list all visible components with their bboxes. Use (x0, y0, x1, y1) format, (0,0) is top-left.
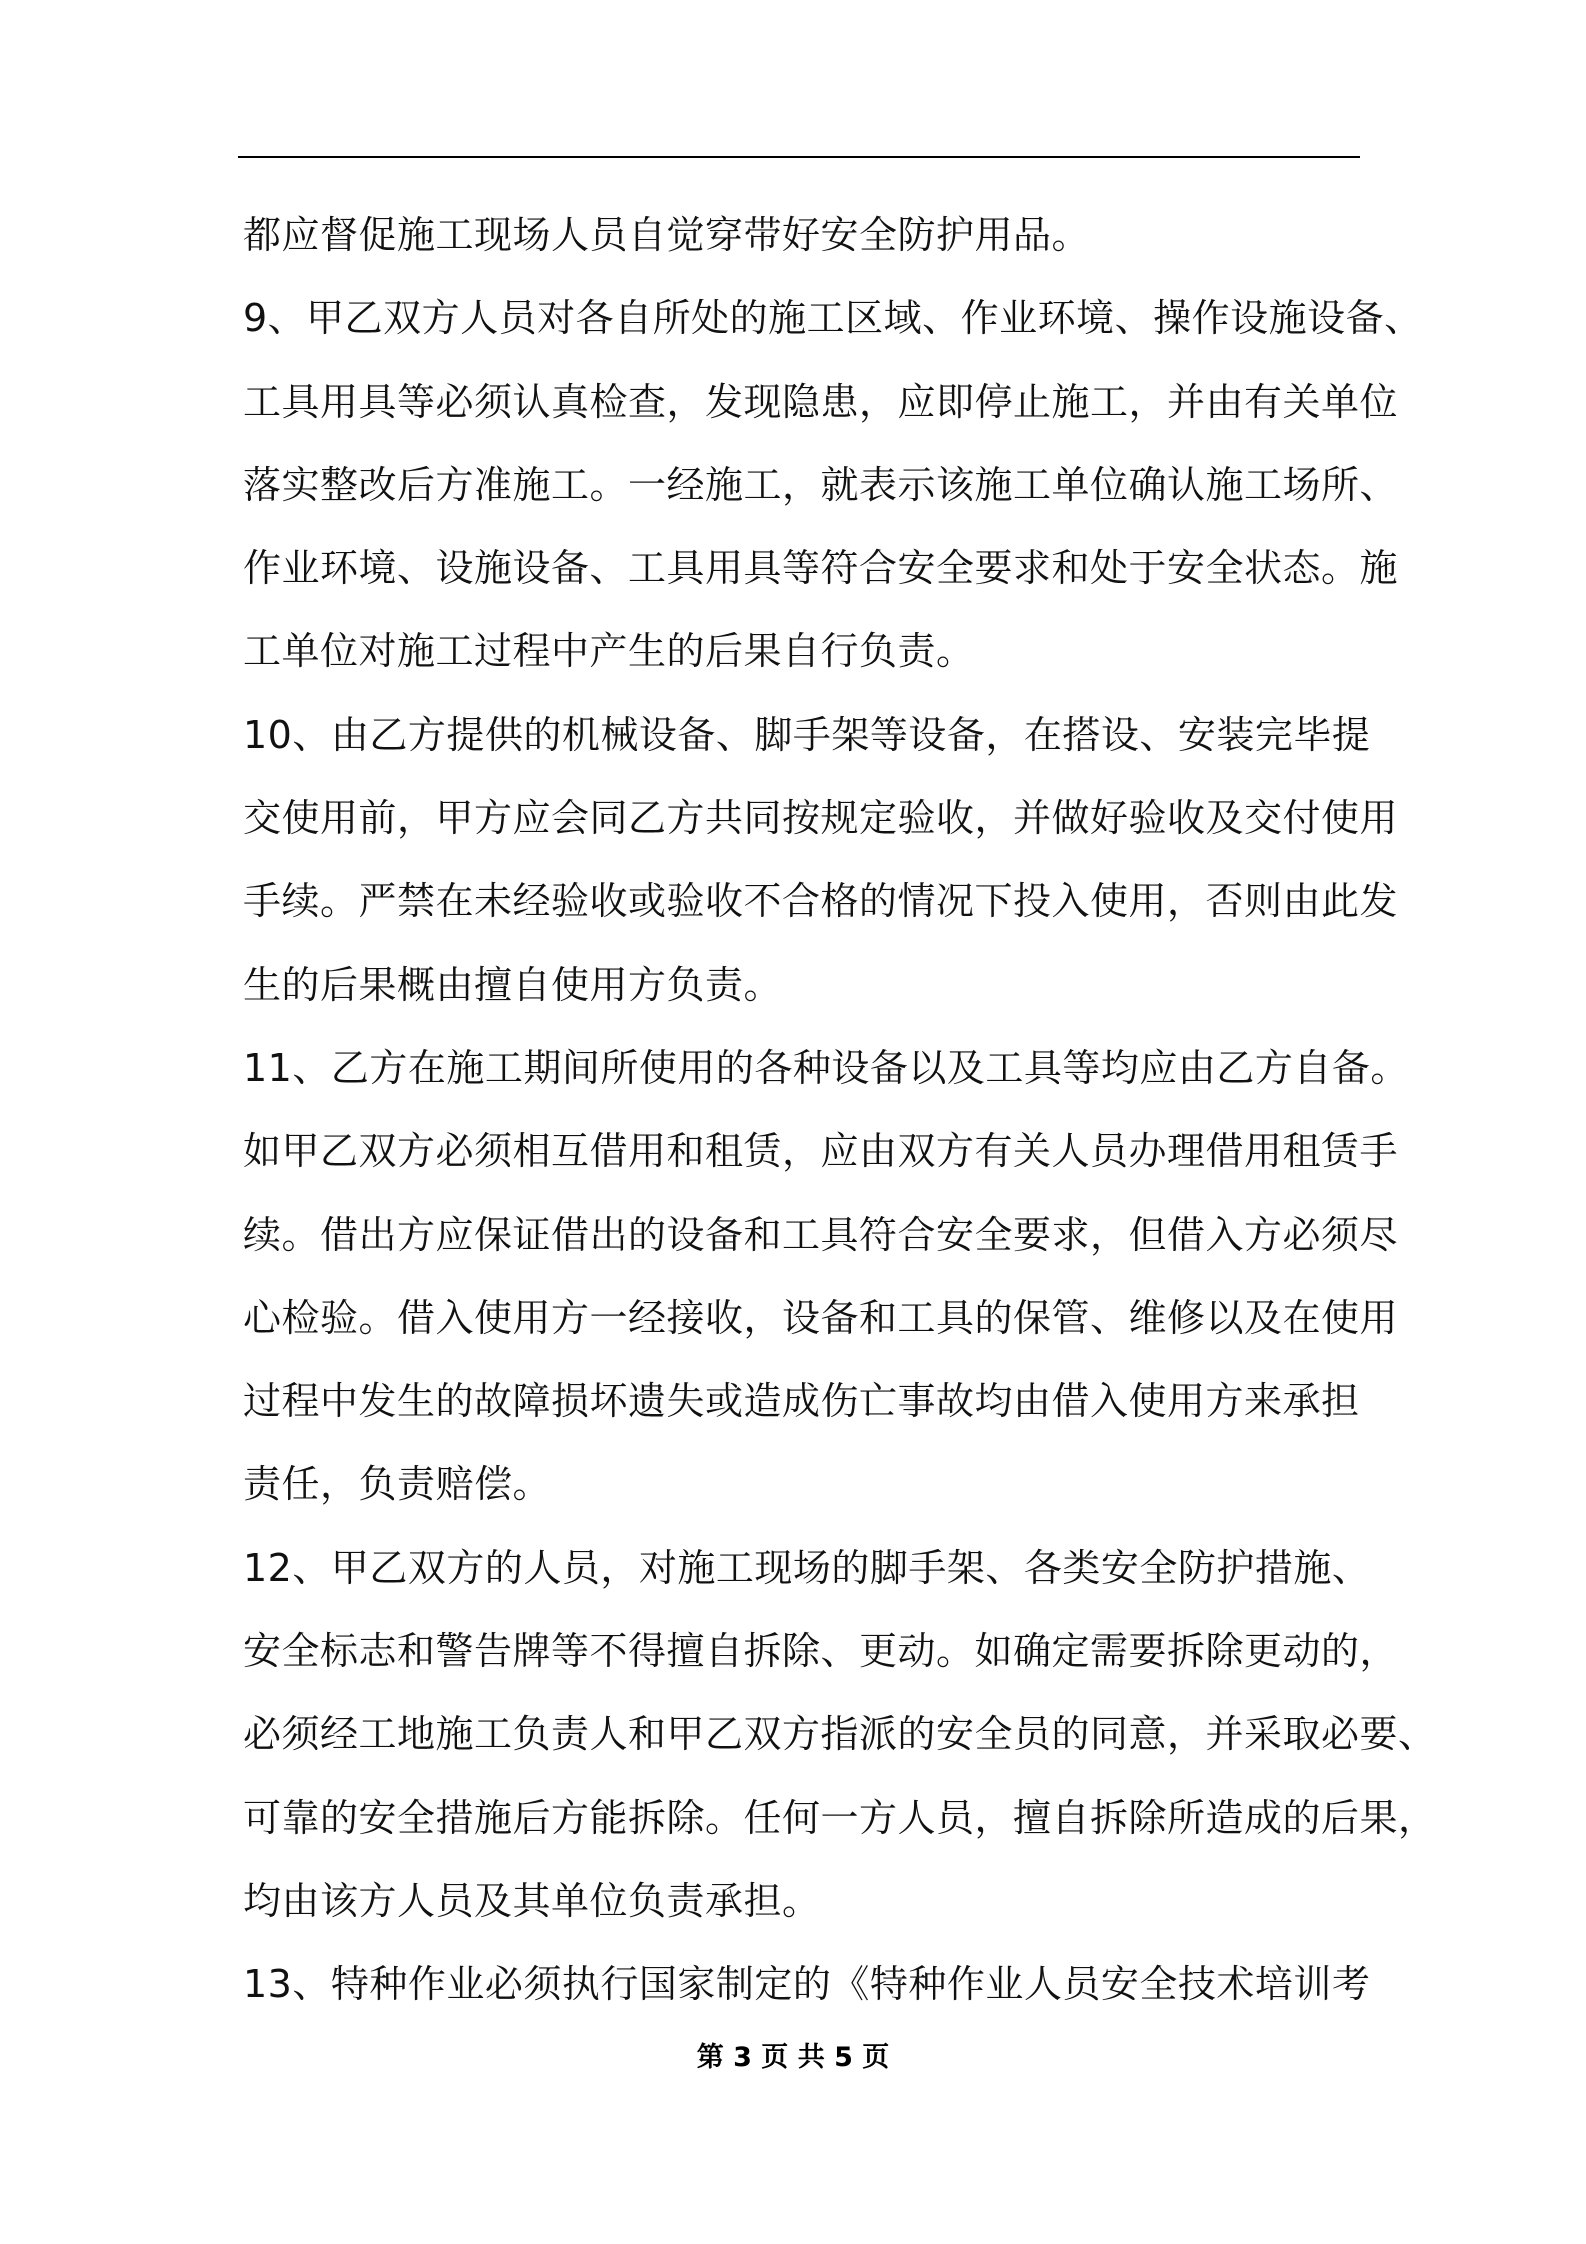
text-line: 生的后果概由擅自使用方负责。 (243, 962, 783, 1007)
text-line: 作业环境、设施设备、工具用具等符合安全要求和处于安全状态。施 (243, 546, 1399, 591)
header-rule (238, 156, 1360, 158)
text-line: 如甲乙双方必须相互借用和租赁，应由双方有关人员办理借用租赁手 (243, 1129, 1399, 1174)
text-line: 12、甲乙双方的人员，对施工现场的脚手架、各类安全防护措施、 (243, 1545, 1371, 1590)
text-line: 手续。严禁在未经验收或验收不合格的情况下投入使用，否则由此发 (243, 879, 1399, 924)
text-line: 9、甲乙双方人员对各自所处的施工区域、作业环境、操作设施设备、 (243, 296, 1423, 341)
text-line: 工单位对施工过程中产生的后果自行负责。 (243, 629, 975, 674)
text-line: 过程中发生的故障损坏遗失或造成伤亡事故均由借入使用方来承担 (243, 1379, 1360, 1424)
text-line: 工具用具等必须认真检查，发现隐患，应即停止施工，并由有关单位 (243, 379, 1399, 424)
text-line: 续。借出方应保证借出的设备和工具符合安全要求，但借入方必须尽 (243, 1212, 1399, 1257)
text-line: 可靠的安全措施后方能拆除。任何一方人员，擅自拆除所造成的后果， (243, 1795, 1437, 1840)
text-line: 10、由乙方提供的机械设备、脚手架等设备，在搭设、安装完毕提 (243, 712, 1371, 757)
text-line: 交使用前，甲方应会同乙方共同按规定验收，并做好验收及交付使用 (243, 796, 1399, 841)
text-line: 11、乙方在施工期间所使用的各种设备以及工具等均应由乙方自备。 (243, 1045, 1409, 1090)
text-line: 均由该方人员及其单位负责承担。 (243, 1878, 821, 1923)
text-line: 13、特种作业必须执行国家制定的《特种作业人员安全技术培训考 (243, 1962, 1371, 2007)
text-line: 心检验。借入使用方一经接收，设备和工具的保管、维修以及在使用 (243, 1295, 1399, 1340)
text-line: 必须经工地施工负责人和甲乙双方指派的安全员的同意，并采取必要、 (243, 1712, 1437, 1757)
text-line: 安全标志和警告牌等不得擅自拆除、更动。如确定需要拆除更动的， (243, 1629, 1399, 1674)
document-body (243, 194, 1437, 2027)
text-line: 责任，负责赔偿。 (243, 1462, 552, 1507)
page-number-footer: 第 3 页 共 5 页 (696, 2042, 890, 2073)
text-line: 落实整改后方准施工。一经施工，就表示该施工单位确认施工场所、 (243, 462, 1399, 507)
text-line: 都应督促施工现场人员自觉穿带好安全防护用品。 (243, 213, 1091, 257)
